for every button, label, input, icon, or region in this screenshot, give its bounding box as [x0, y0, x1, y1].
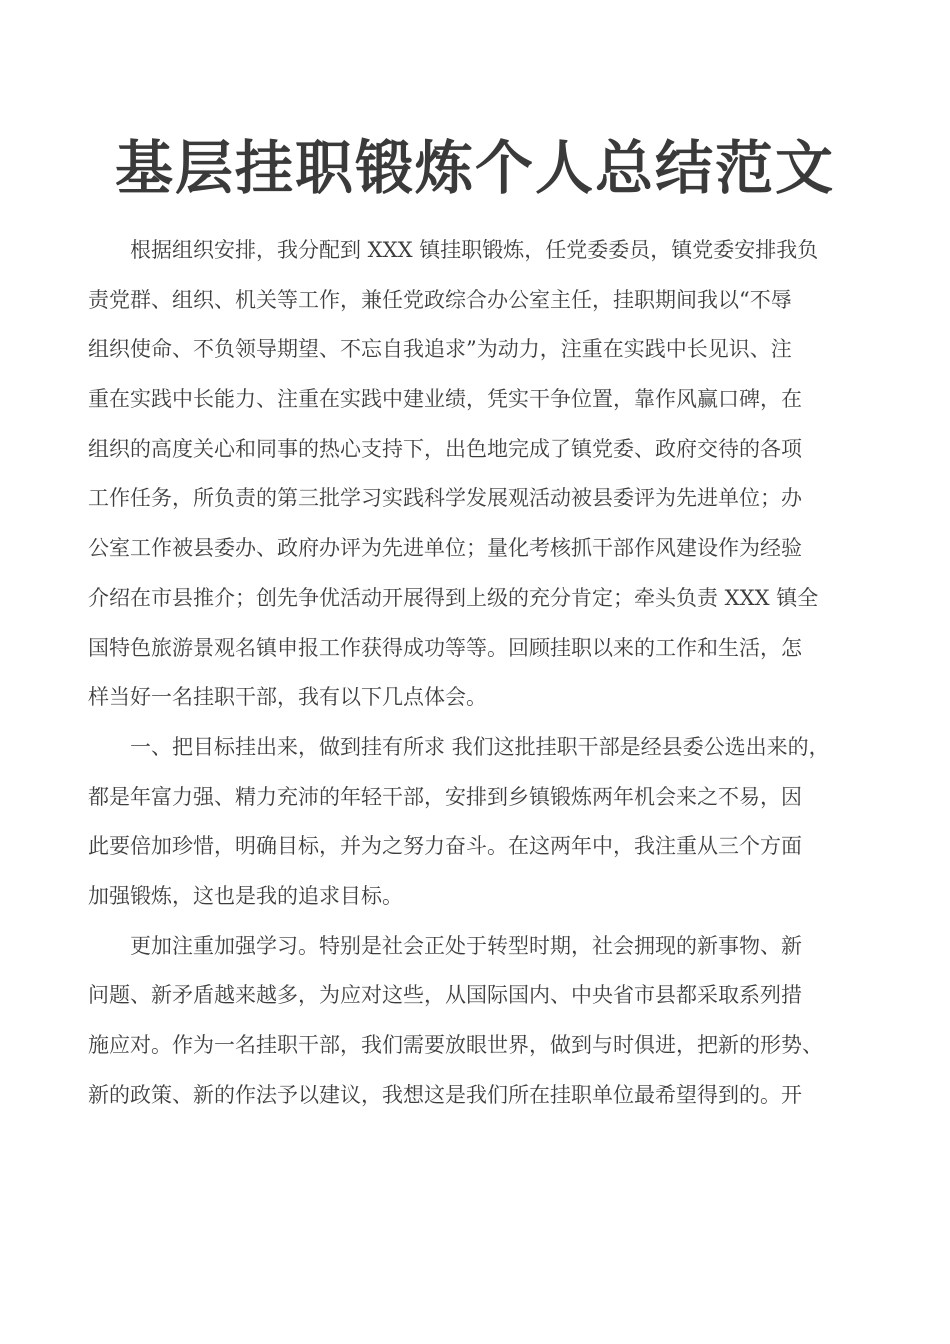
- body-line: 都是年富力强、精力充沛的年轻干部，安排到乡镇锻炼两年机会来之不易，因: [88, 784, 802, 809]
- body-line: 国特色旅游景观名镇申报工作获得成功等等。回顾挂职以来的工作和生活，怎: [88, 635, 802, 660]
- body-line: 问题、新矛盾越来越多，为应对这些，从国际国内、中央省市县都采取系列措: [88, 983, 802, 1008]
- body-line: 重在实践中长能力、注重在实践中建业绩，凭实干争位置，靠作风赢口碑，在: [88, 387, 802, 412]
- body-line: 此要倍加珍惜，明确目标，并为之努力奋斗。在这两年中，我注重从三个方面: [88, 834, 802, 859]
- document-title: 基层挂职锻炼个人总结范文: [114, 134, 835, 202]
- body-line: 责党群、组织、机关等工作，兼任党政综合办公室主任，挂职期间我以“不辱: [88, 287, 792, 312]
- body-line: 更加注重加强学习。特别是社会正处于转型时期，社会拥现的新事物、新: [130, 933, 802, 958]
- body-line: 新的政策、新的作法予以建议，我想这是我们所在挂职单位最希望得到的。开: [88, 1082, 802, 1107]
- document-body: [88, 226, 858, 1120]
- body-line: 组织使命、不负领导期望、不忘自我追求”为动力，注重在实践中长见识、注: [88, 337, 792, 362]
- body-line: 样当好一名挂职干部，我有以下几点体会。: [88, 685, 487, 710]
- body-line: 介绍在市县推介；创先争优活动开展得到上级的充分肯定；牵头负责 XXX 镇全: [88, 585, 819, 610]
- body-line: 加强锻炼，这也是我的追求目标。: [88, 883, 403, 908]
- body-line: 施应对。作为一名挂职干部，我们需要放眼世界，做到与时俱进，把新的形势、: [88, 1033, 823, 1057]
- body-line: 工作任务，所负责的第三批学习实践科学发展观活动被县委评为先进单位；办: [88, 486, 802, 511]
- body-line: 组织的高度关心和同事的热心支持下，出色地完成了镇党委、政府交待的各项: [88, 436, 802, 461]
- section-heading-line: 一、把目标挂出来，做到挂有所求 我们这批挂职干部是经县委公选出来的，: [130, 734, 830, 759]
- body-line: 根据组织安排，我分配到 XXX 镇挂职锻炼，任党委委员，镇党委安排我负: [130, 238, 819, 262]
- body-line: 公室工作被县委办、政府办评为先进单位；量化考核抓干部作风建设作为经验: [88, 536, 802, 561]
